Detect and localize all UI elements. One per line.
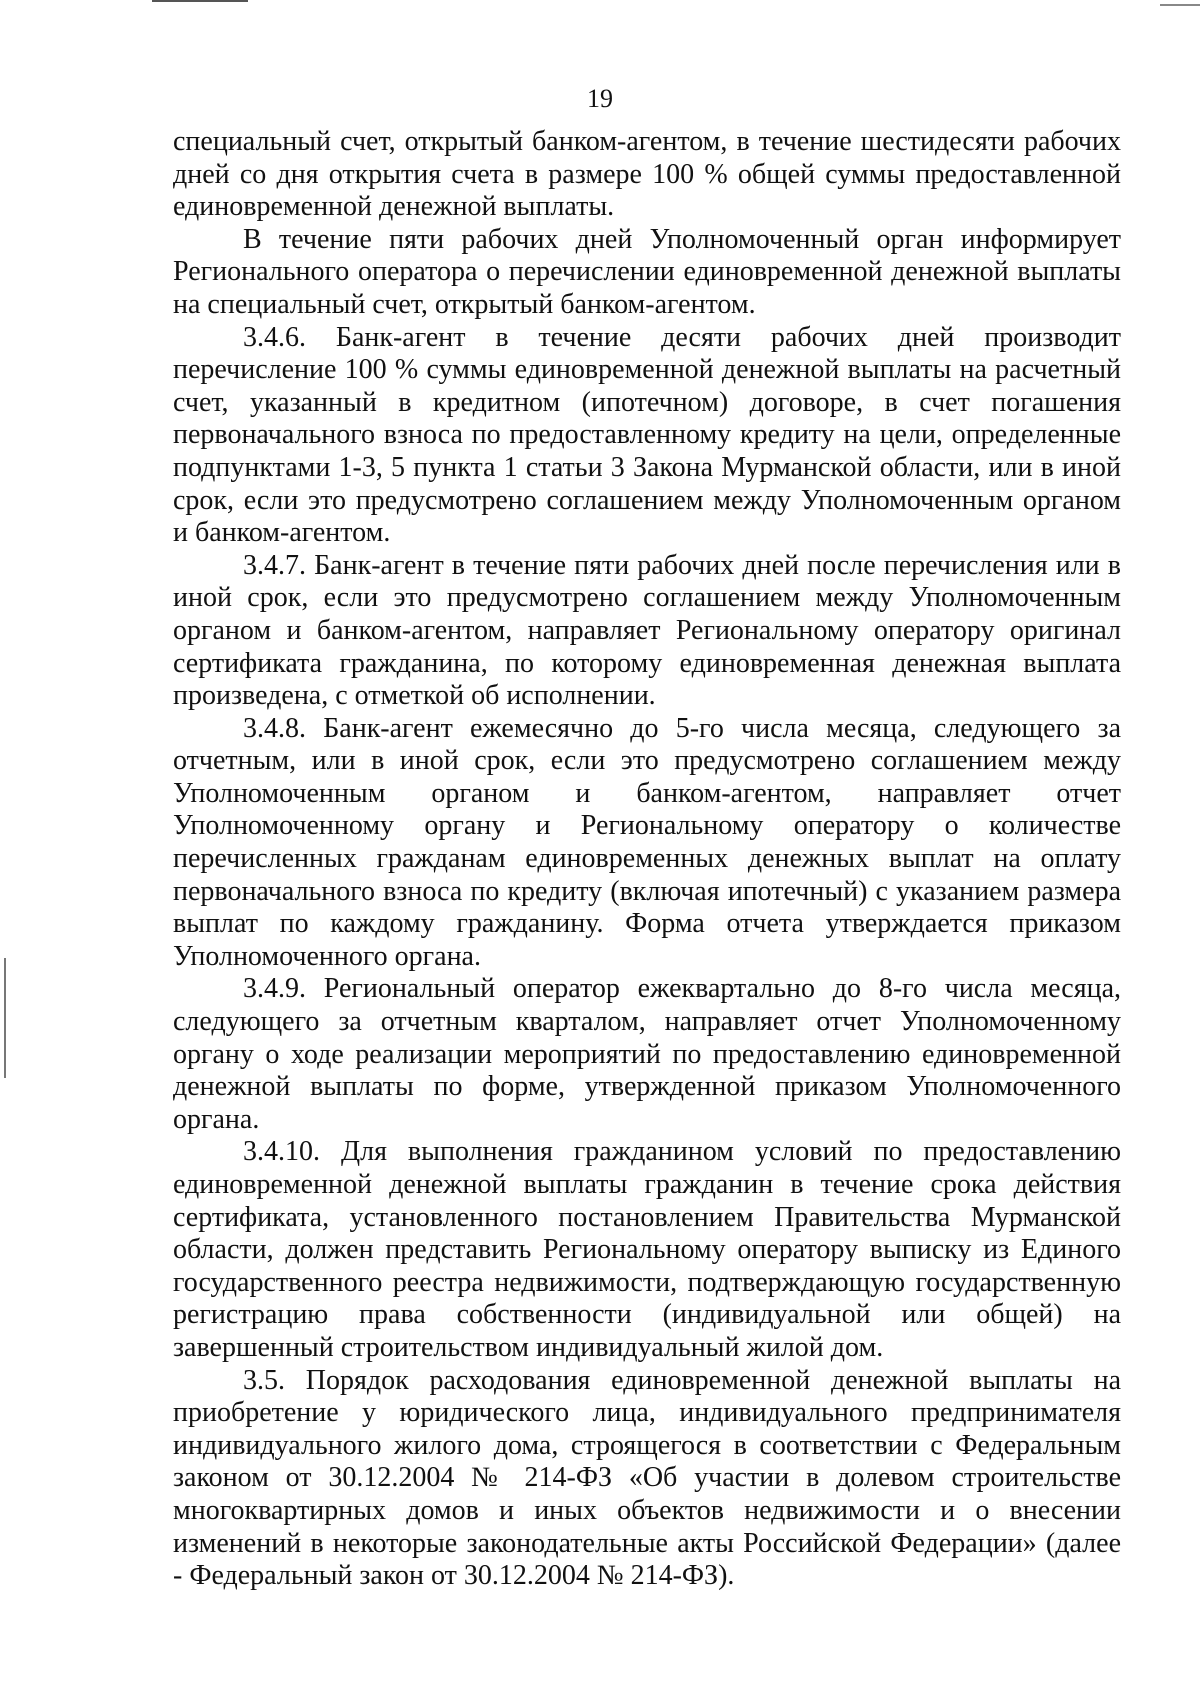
paragraph-3-4-8: 3.4.8. Банк-агент ежемесячно до 5-го числа месяца, следующего за отчетным, или в иной срок, если это предусмотрено соглашением между Уполномоченным органом и банком-агентом, направляет отчет Уполномоченному органу и Региональному оператору о количестве перечисленных гражданам единовременных денежных выплат на оплату первоначального взноса по кредиту (включая ипотечный) с указанием размера выплат по каждому гражданину. Форма отчета утверждается приказом Уполномоченного органа. [173, 712, 1121, 972]
paragraph-3-4-6: 3.4.6. Банк-агент в течение десяти рабочих дней производит перечисление 100 % суммы единовременной денежной выплаты на расчетный счет, указанный в кредитном (ипотечном) договоре, в счет погашения первоначального взноса по предоставленному кредиту на цели, определенные подпунктами 1-3, 5 пункта 1 статьи 3 Закона Мурманской области, или в иной срок, если это предусмотрено соглашением между Уполномоченным органом и банком-агентом. [173, 321, 1121, 549]
paragraph-continuation: специальный счет, открытый банком-агентом, в течение шестидесяти рабочих дней со дня открытия счета в размере 100 % общей суммы предоставленной единовременной денежной выплаты. [173, 126, 1121, 223]
paragraph-3-4-7: 3.4.7. Банк-агент в течение пяти рабочих дней после перечисления или в иной срок, если это предусмотрено соглашением между Уполномоченным органом и банком-агентом, направляет Региональному оператору оригинал сертификата гражданина, по которому единовременная денежная выплата произведена, с отметкой об исполнении. [173, 549, 1121, 712]
scan-artifact-top-right [1160, 4, 1200, 6]
paragraph-3-4-9: 3.4.9. Региональный оператор ежеквартально до 8-го числа месяца, следующего за отчетным кварталом, направляет отчет Уполномоченному органу о ходе реализации мероприятий по предоставлению единовременной денежной выплаты по форме, утвержденной приказом Уполномоченного органа. [173, 973, 1121, 1135]
paragraph-notification: В течение пяти рабочих дней Уполномоченный орган информирует Регионального оператора о перечислении единовременной денежной выплаты на специальный счет, открытый банком-агентом. [173, 223, 1121, 320]
scan-artifact-left [4, 958, 6, 1078]
page-number: 19 [587, 84, 613, 113]
document-body [173, 126, 1121, 1593]
paragraph-3-5: 3.5. Порядок расходования единовременной денежной выплаты на приобретение у юридического лица, индивидуального предпринимателя индивидуального жилого дома, строящегося в соответствии с Федеральным законом от 30.12.2004 № 214-ФЗ «Об участии в долевом строительстве многоквартирных домов и иных объектов недвижимости и о внесении изменений в некоторые законодательные акты Российской Федерации» (далее - Федеральный закон от 30.12.2004 № 214-ФЗ). [173, 1364, 1121, 1592]
scan-artifact-top [152, 0, 248, 2]
paragraph-3-4-10: 3.4.10. Для выполнения гражданином условий по предоставлению единовременной денежной выплаты гражданин в течение срока действия сертификата, установленного постановлением Правительства Мурманской области, должен представить Региональному оператору выписку из Единого государственного реестра недвижимости, подтверждающую государственную регистрацию права собственности (индивидуальной или общей) на завершенный строительством индивидуальный жилой дом. [173, 1136, 1121, 1363]
